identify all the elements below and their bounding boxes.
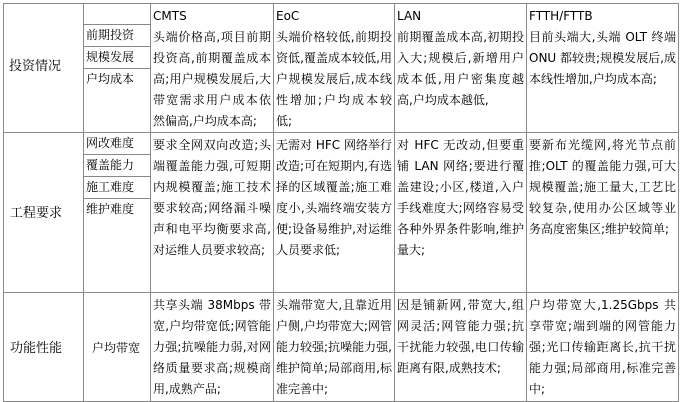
function-lan-text: 因是铺新网,带宽大,组网灵活;网管能力强;抗干扰能力较强,电口传输距离有限,成熟技术; <box>395 293 527 402</box>
column-header-ftth: FTTH/FTTB <box>529 9 593 23</box>
sub-item-avg-bandwidth: 户均带宽 <box>84 293 151 402</box>
function-eoc-text: 头端带宽大,且靠近用户侧,户均带宽大;网管能力较强;抗噪能力强,维护简单;局部商用,标准完善中; <box>274 293 395 402</box>
sub-item-initial-investment: 前期投资 <box>84 25 150 47</box>
sub-item-maintenance: 维护难度 <box>86 202 135 216</box>
category-engineering: 工程要求 <box>4 133 84 293</box>
engineering-lan-text: 对 HFC 无改动,但要重铺 LAN 网络;要进行覆盖建设;小区,楼道,入户手线难度大;网络容易受各种外界条件影响,维护量大; <box>395 133 527 293</box>
category-function: 功能性能 <box>4 293 84 402</box>
investment-ftth-text: 目前头端大,头端 OLT 终端 ONU 都较贵;规模发展后,成本线性增加,户均成本高; <box>529 30 676 86</box>
comparison-table <box>3 3 679 402</box>
engineering-sub-items <box>84 133 151 293</box>
investment-ftth-cell <box>527 4 679 133</box>
investment-sub-items <box>84 4 151 133</box>
sub-item-coverage: 覆盖能力 <box>84 155 150 177</box>
function-cmts-text: 共享头端 38Mbps 带宽,户均带宽低;网管能力强;抗噪能力弱,对网络质量要求高;规模商用,成熟产品; <box>151 293 274 402</box>
column-header-lan: LAN <box>397 9 422 23</box>
column-header-cmts: CMTS <box>153 9 187 23</box>
investment-lan-cell <box>395 4 527 133</box>
investment-lan-text: 前期覆盖成本高,初期投入大;规模后,新增用户成本低,用户密集度越高,户均成本越低, <box>397 30 524 107</box>
engineering-cmts-text: 要求全网双向改造;头端覆盖能力强,可短期内规模覆盖;施工技术要求较高;网络漏斗噪声和电平均衡要求高,对运维人员要求较高; <box>151 133 274 293</box>
investment-eoc-cell <box>274 4 395 133</box>
sub-item-avg-cost: 户均成本 <box>86 72 135 86</box>
table-row <box>4 4 679 133</box>
table-row <box>4 133 679 293</box>
investment-eoc-text: 头端价格较低,前期投资低,覆盖成本较低,用户规模发展后,成本线性增加;户均成本较低; <box>276 30 392 128</box>
sub-item-scale-development: 规模发展 <box>84 47 150 69</box>
investment-cmts-cell <box>151 4 274 133</box>
function-ftth-text: 户均带宽大,1.25Gbps 共享带宽;端到端的网管能力强;光口传输距离长,抗干扰能力强;局部商用,标准完善中; <box>527 293 679 402</box>
investment-cmts-text: 头端价格高,项目前期投资高,前期覆盖成本高;用户规模发展后,大带宽需求用户成本依然偏高,户均成本高; <box>153 30 271 128</box>
sub-item-construction: 施工难度 <box>84 177 150 199</box>
engineering-ftth-text: 要新布光缆网,将光节点前推;OLT 的覆盖能力强,可大规模覆盖;施工量大,工艺比较复杂,使用办公区域等业务高度密集区;维护较简单; <box>527 133 679 293</box>
column-header-eoc: EoC <box>276 9 300 23</box>
category-investment: 投资情况 <box>9 59 62 74</box>
header-blank-2 <box>84 4 150 25</box>
sub-item-network-upgrade: 网改难度 <box>84 133 150 155</box>
table-row <box>4 293 679 402</box>
engineering-eoc-text: 无需对 HFC 网络举行改造;可在短期内,有选择的区域覆盖;施工难度小,头端终端安装方便;设备易维护,对运维人员要求低; <box>274 133 395 293</box>
